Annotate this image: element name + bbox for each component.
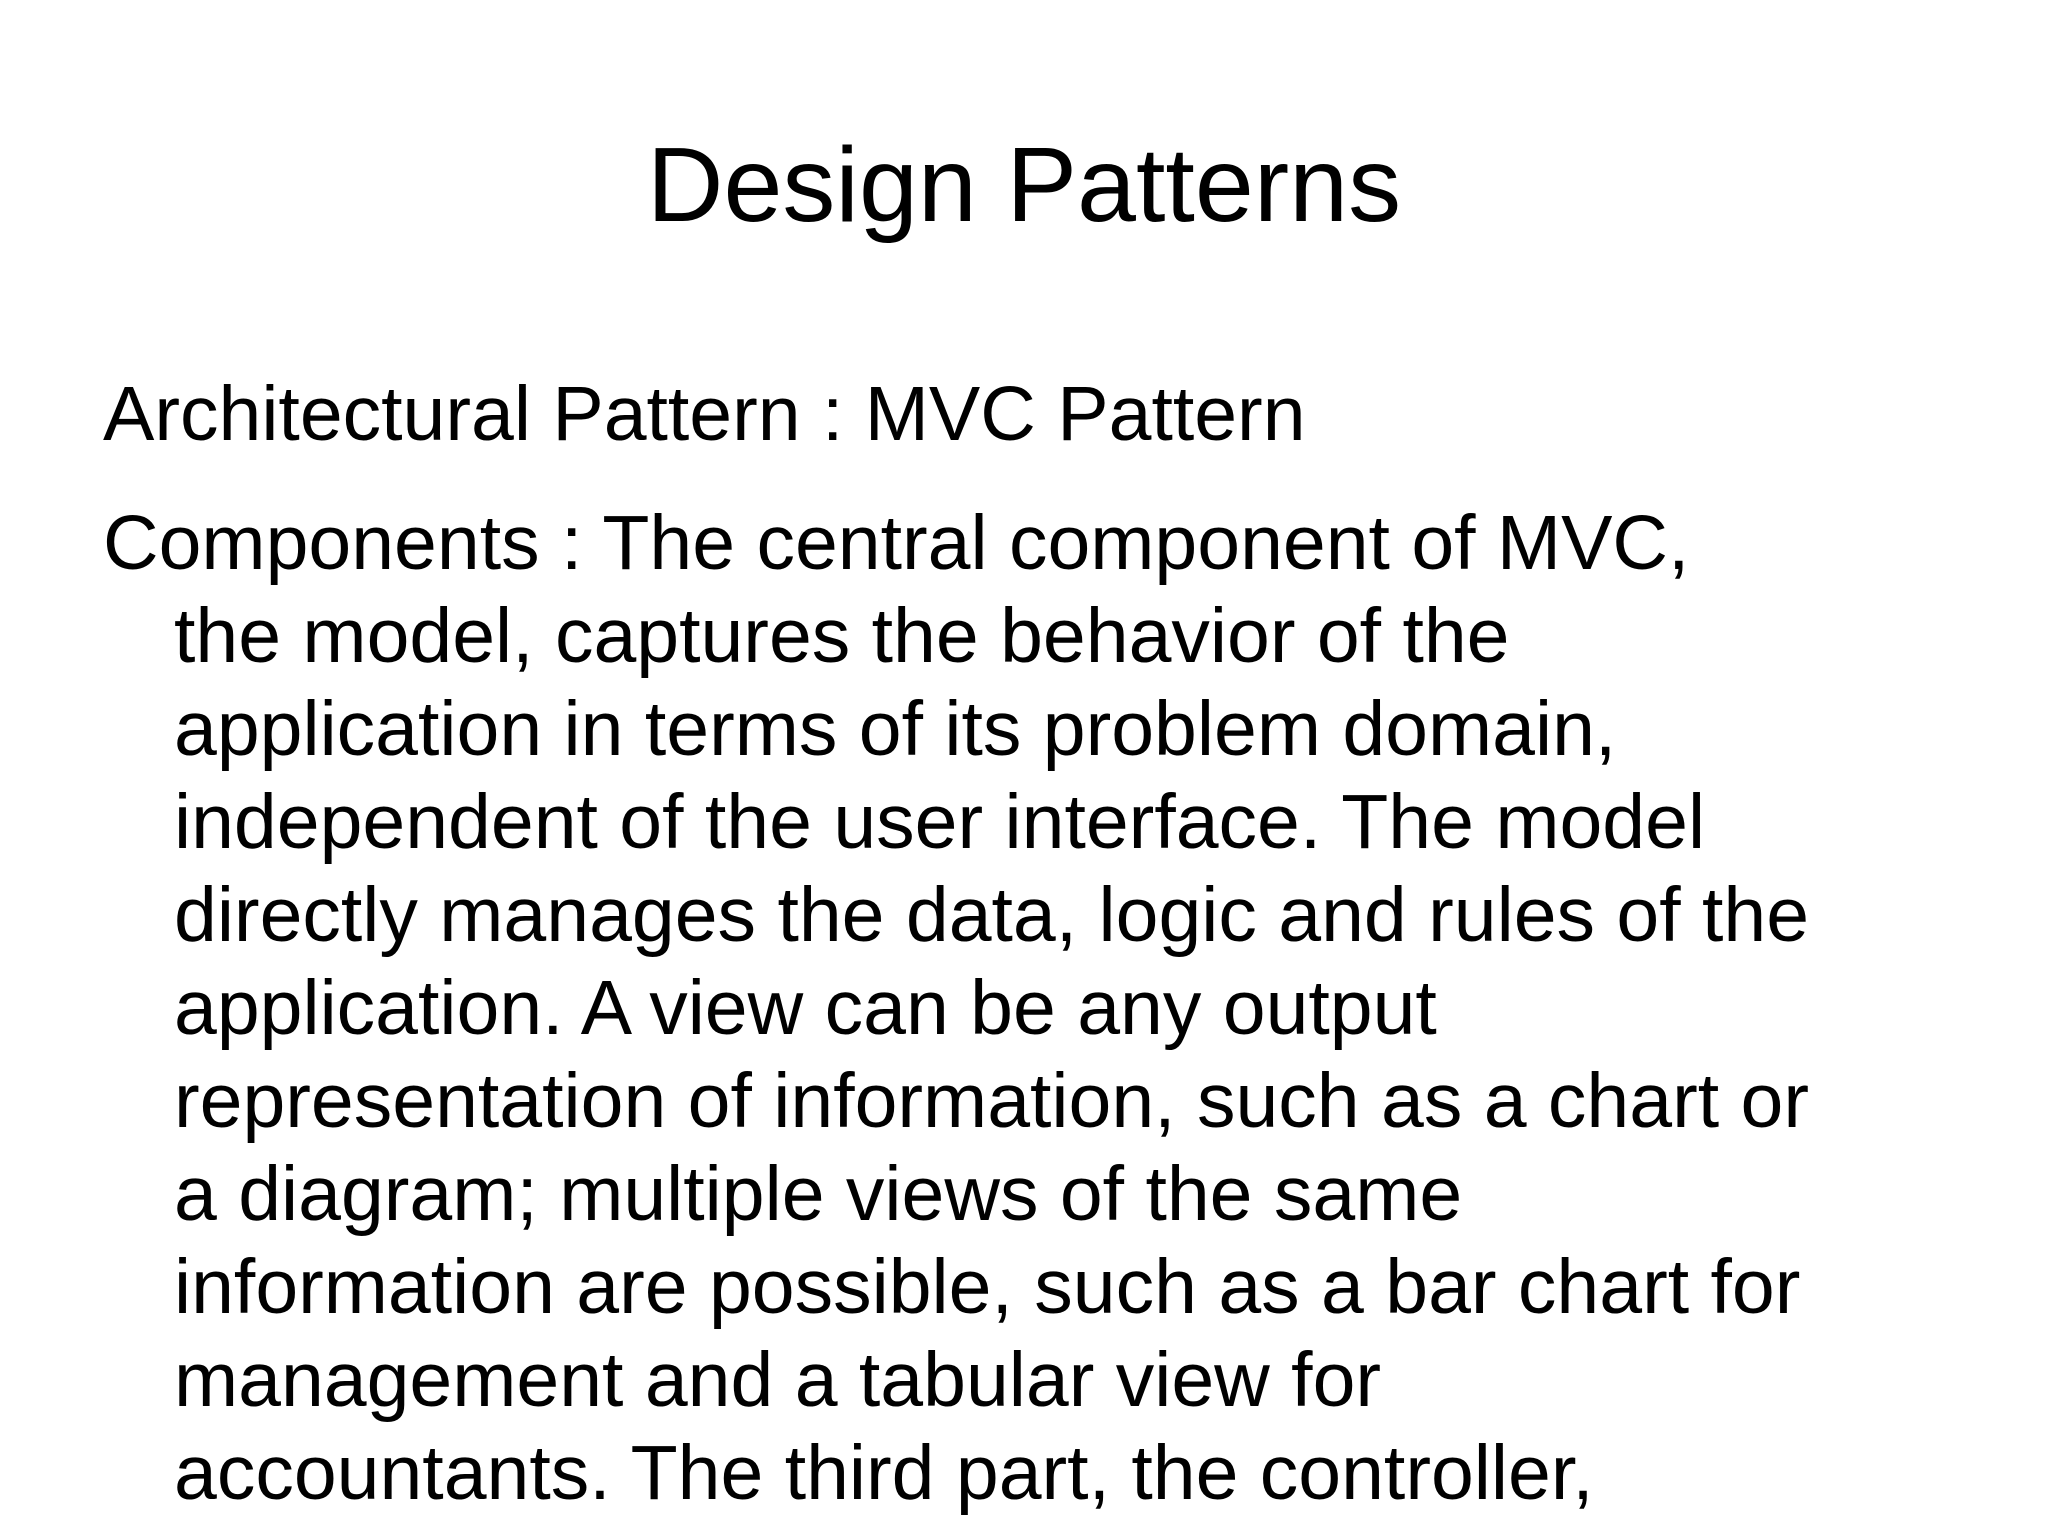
components-line: application. A view can be any output xyxy=(174,965,1437,1051)
slide-body xyxy=(103,368,2003,1520)
components-line: management and a tabular view for xyxy=(174,1337,1382,1423)
components-paragraph xyxy=(103,497,2003,1520)
architectural-pattern-text: Architectural Pattern : MVC Pattern xyxy=(103,371,1306,457)
components-line: the model, captures the behavior of the xyxy=(174,593,1510,679)
components-line: Components : The central component of MVC, xyxy=(103,500,1690,586)
components-line: independent of the user interface. The model xyxy=(174,779,1706,865)
components-line: accountants. The third part, the controller, xyxy=(174,1430,1594,1516)
components-line: a diagram; multiple views of the same xyxy=(174,1151,1463,1237)
components-line: representation of information, such as a chart or xyxy=(174,1058,1809,1144)
components-line: information are possible, such as a bar chart for xyxy=(174,1244,1801,1330)
components-line: application in terms of its problem domain, xyxy=(174,686,1617,772)
components-line: directly manages the data, logic and rules of the xyxy=(174,872,1810,958)
slide-title: Design Patterns xyxy=(646,126,1402,244)
